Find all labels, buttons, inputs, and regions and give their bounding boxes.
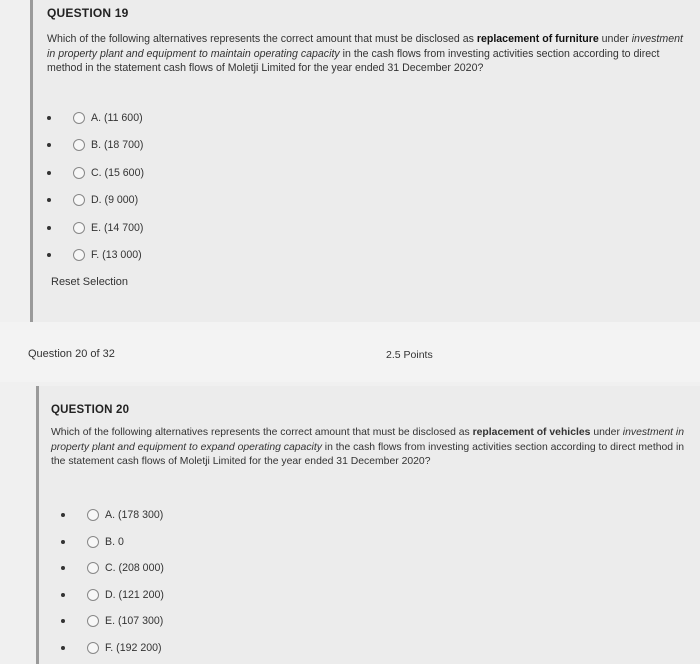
- option-label: B. 0: [105, 535, 124, 548]
- q19-option-c[interactable]: [47, 159, 144, 187]
- radio-button[interactable]: [87, 536, 99, 548]
- bullet-icon: [47, 171, 51, 175]
- radio-button[interactable]: [87, 509, 99, 521]
- q20-option-d[interactable]: [61, 582, 164, 609]
- q19-option-b[interactable]: [47, 132, 144, 160]
- option-label: A. (178 300): [105, 509, 164, 522]
- question-20-panel: [36, 386, 700, 664]
- option-label: C. (208 000): [105, 562, 164, 575]
- bullet-icon: [47, 116, 51, 120]
- question-19-options: [47, 104, 144, 269]
- bullet-icon: [61, 566, 65, 570]
- q20-text-italic: investment in property plant and equipment to expand operating capacity: [51, 427, 685, 453]
- q20-option-f[interactable]: [61, 635, 164, 662]
- question-20-title: QUESTION 20: [51, 404, 130, 416]
- option-label: E. (107 300): [105, 615, 164, 628]
- q20-option-c[interactable]: [61, 555, 164, 582]
- option-label: F. (13 000): [91, 249, 142, 262]
- q19-text-italic: investment in property plant and equipment to maintain operating capacity: [47, 33, 683, 60]
- radio-button[interactable]: [73, 222, 85, 234]
- radio-button[interactable]: [87, 562, 99, 574]
- bullet-icon: [61, 619, 65, 623]
- bullet-icon: [61, 646, 65, 650]
- radio-button[interactable]: [73, 167, 85, 179]
- radio-button[interactable]: [73, 194, 85, 206]
- q20-option-b[interactable]: [61, 529, 164, 556]
- option-label: F. (192 200): [105, 641, 162, 654]
- bullet-icon: [61, 593, 65, 597]
- bullet-icon: [47, 198, 51, 202]
- question-19-text: [47, 32, 687, 76]
- points-label: 2.5 Points: [386, 349, 433, 361]
- question-20-options: [61, 502, 164, 661]
- q19-text-bold: replacement of furniture: [476, 33, 599, 45]
- radio-button[interactable]: [87, 642, 99, 654]
- question-counter: Question 20 of 32: [28, 348, 115, 360]
- radio-button[interactable]: [73, 112, 85, 124]
- radio-button[interactable]: [73, 139, 85, 151]
- q20-text-bold: replacement of vehicles: [472, 427, 591, 438]
- q19-text-post: in the cash flows from investing activities section according to direct method in the statement cash flows of Moletji Limited for the year ended 31 December 2020?: [47, 47, 660, 75]
- option-label: D. (9 000): [91, 194, 139, 207]
- question-19-panel: [30, 0, 700, 322]
- q20-option-a[interactable]: [61, 502, 164, 529]
- question-19-title: QUESTION 19: [47, 6, 129, 20]
- radio-button[interactable]: [87, 615, 99, 627]
- bullet-icon: [47, 143, 51, 147]
- q20-text-mid: under: [590, 427, 623, 438]
- bullet-icon: [61, 513, 65, 517]
- q19-option-e[interactable]: [47, 214, 144, 242]
- option-label: C. (15 600): [91, 166, 144, 179]
- option-label: A. (11 600): [91, 111, 143, 124]
- q20-text-pre: Which of the following alternatives represents the correct amount that must be disclosed as: [51, 427, 473, 438]
- q19-option-d[interactable]: [47, 187, 144, 215]
- bullet-icon: [61, 540, 65, 544]
- option-label: E. (14 700): [91, 221, 144, 234]
- question-20-text: [51, 426, 691, 470]
- bullet-icon: [47, 226, 51, 230]
- q20-text-post: in the cash flows from investing activities section according to direct method in the statement cash flows of Moletji Limited for the year ended 31 December 2020?: [51, 441, 685, 468]
- option-label: B. (18 700): [91, 139, 144, 152]
- q19-text-pre: Which of the following alternatives represents the correct amount that must be disclosed as: [47, 33, 477, 45]
- q19-option-f[interactable]: [47, 242, 144, 270]
- q19-option-a[interactable]: [47, 104, 144, 132]
- radio-button[interactable]: [73, 249, 85, 261]
- q20-option-e[interactable]: [61, 608, 164, 635]
- reset-selection-link[interactable]: Reset Selection: [51, 276, 129, 288]
- bullet-icon: [47, 253, 51, 257]
- option-label: D. (121 200): [105, 588, 164, 601]
- radio-button[interactable]: [87, 589, 99, 601]
- q19-text-mid: under: [598, 33, 632, 45]
